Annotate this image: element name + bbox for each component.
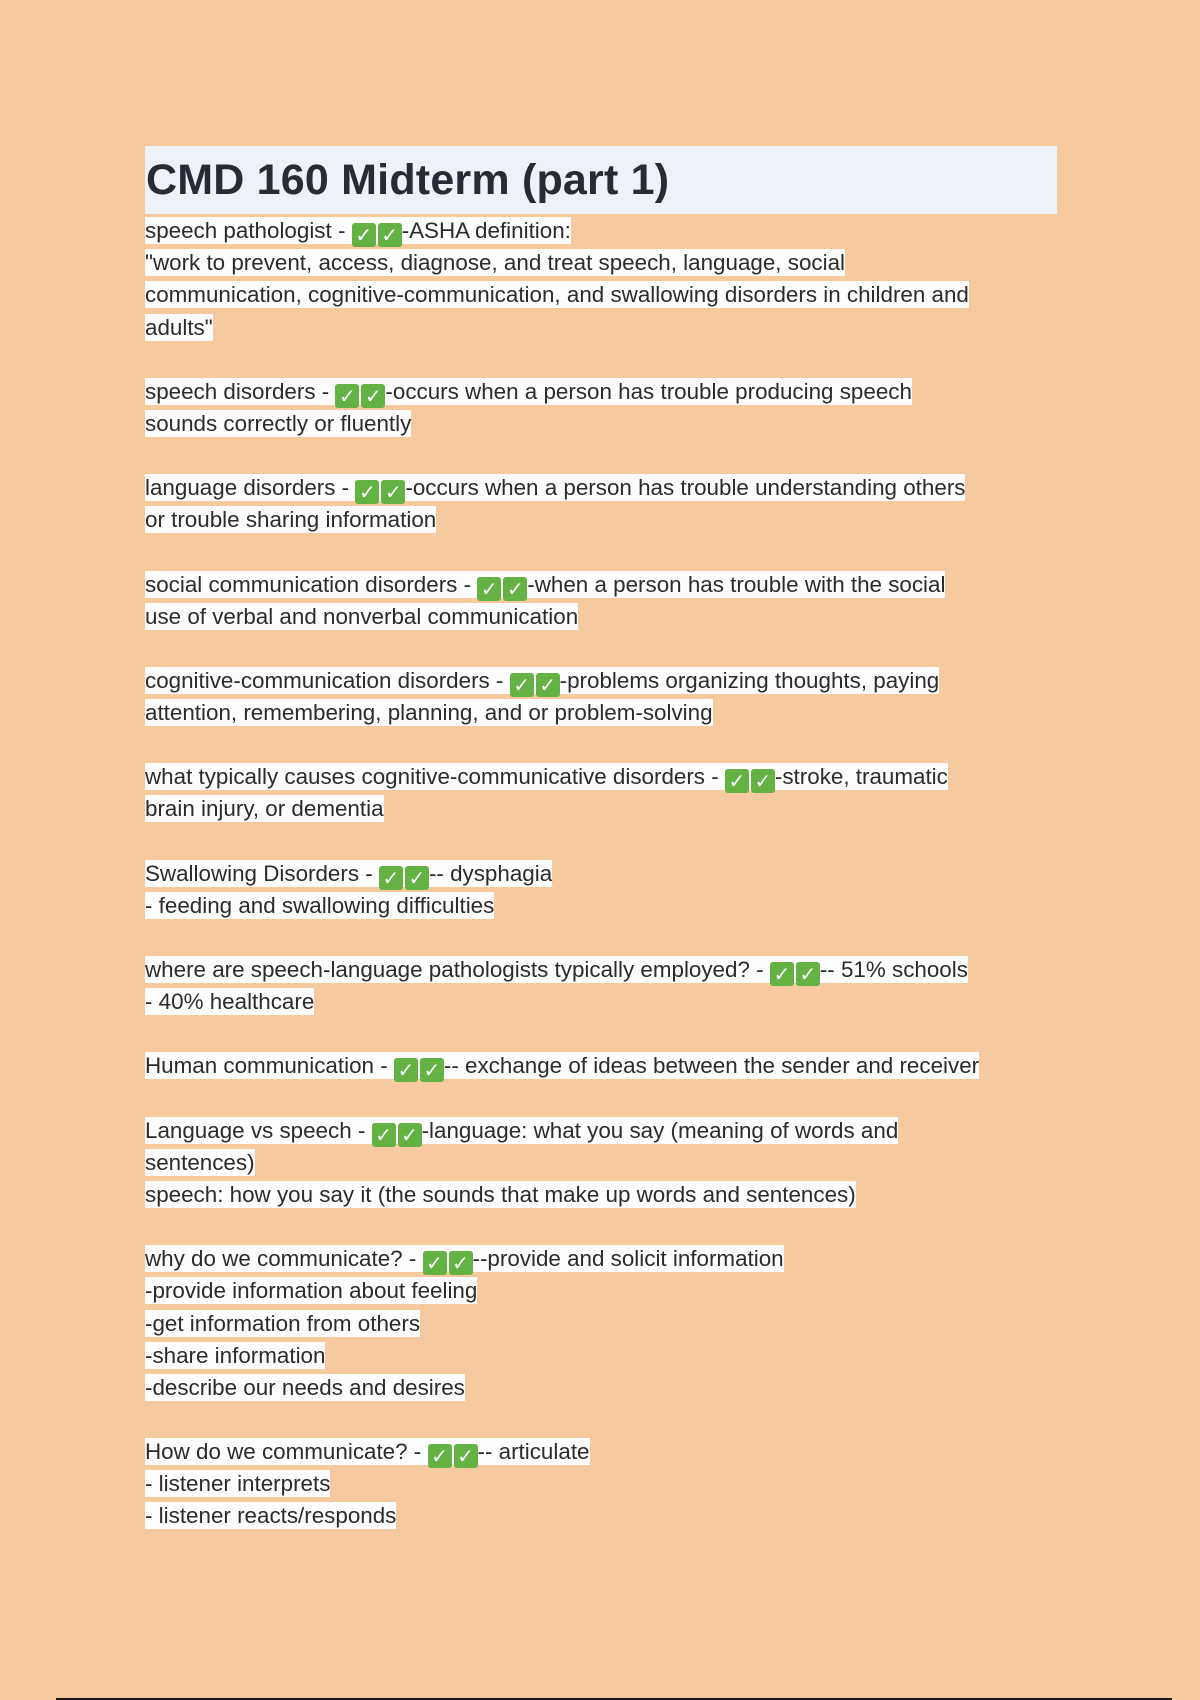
- flashcard-entry: [145, 665, 1057, 729]
- flashcard-entry: [145, 954, 1057, 1018]
- check-mark-icon: ✓: [405, 866, 429, 890]
- entry-line: [145, 986, 1057, 1018]
- title-bar: [145, 146, 1057, 214]
- entry-line: [145, 601, 1057, 633]
- entry-definition-line: sounds correctly or fluently: [145, 410, 412, 436]
- entry-line: [145, 215, 1057, 247]
- entry-line: [145, 858, 1057, 890]
- flashcard-entry: [145, 569, 1057, 633]
- entry-line: [145, 1468, 1057, 1500]
- entry-line: [145, 665, 1057, 697]
- flashcard-entry: [145, 376, 1057, 440]
- entry-first-line: [145, 763, 948, 794]
- check-mark-icon: ✓: [428, 1444, 452, 1468]
- flashcard-entry: [145, 215, 1057, 344]
- entry-line: [145, 761, 1057, 793]
- check-mark-icon: ✓: [454, 1444, 478, 1468]
- entry-line: [145, 1050, 1057, 1082]
- document-page: [145, 146, 1057, 1565]
- entry-definition: -- articulate: [477, 1439, 590, 1465]
- entry-definition: -- exchange of ideas between the sender and receiver: [443, 1053, 980, 1079]
- entry-first-line: [145, 474, 966, 505]
- entry-first-line: [145, 956, 968, 986]
- entry-definition: -when a person has trouble with the social: [527, 571, 946, 597]
- entry-line: [145, 954, 1057, 986]
- entry-line: [145, 890, 1057, 922]
- entry-term: Language vs speech -: [145, 1117, 372, 1143]
- entry-definition-line: speech: how you say it (the sounds that make up words and sentences): [145, 1181, 856, 1207]
- entry-line: [145, 1372, 1057, 1404]
- flashcard-list: [145, 215, 1057, 1533]
- entry-definition: -occurs when a person has trouble producing speech: [385, 378, 912, 404]
- check-mark-icon: ✓: [352, 223, 376, 247]
- check-mark-icon: ✓: [796, 962, 820, 986]
- entry-line: [145, 1147, 1057, 1179]
- entry-first-line: [145, 378, 912, 408]
- entry-line: [145, 1308, 1057, 1340]
- entry-definition-line: -share information: [145, 1342, 326, 1368]
- entry-line: [145, 1500, 1057, 1532]
- entry-term: speech pathologist -: [145, 218, 352, 243]
- entry-line: [145, 472, 1057, 504]
- check-mark-icon: ✓: [536, 673, 560, 697]
- entry-definition-line: or trouble sharing information: [145, 507, 437, 533]
- check-mark-icon: ✓: [381, 480, 405, 504]
- check-mark-icon: ✓: [503, 577, 527, 601]
- entry-term: Swallowing Disorders -: [145, 860, 379, 886]
- entry-term: speech disorders -: [145, 378, 336, 404]
- check-mark-icon: ✓: [423, 1251, 447, 1275]
- entry-definition-line: adults": [145, 314, 213, 340]
- entry-first-line: [145, 860, 553, 890]
- entry-line: [145, 312, 1057, 344]
- entry-definition-line: communication, cognitive-communication, and swallowing disorders in children and: [145, 282, 969, 308]
- entry-definition-line: attention, remembering, planning, and or problem-solving: [145, 700, 713, 726]
- entry-definition: -occurs when a person has trouble understanding others: [405, 475, 966, 501]
- entry-definition-line: - listener interprets: [145, 1471, 331, 1497]
- entry-first-line: [145, 667, 940, 697]
- entry-definition-line: use of verbal and nonverbal communication: [145, 603, 579, 629]
- check-mark-icon: ✓: [378, 223, 402, 247]
- entry-first-line: [145, 571, 946, 601]
- entry-first-line: [145, 217, 571, 247]
- check-mark-icon: ✓: [477, 577, 501, 601]
- entry-definition-line: brain injury, or dementia: [145, 796, 384, 822]
- check-mark-icon: ✓: [770, 962, 794, 986]
- entry-definition-line: "work to prevent, access, diagnose, and treat speech, language, social: [145, 250, 845, 276]
- check-mark-icon: ✓: [449, 1251, 473, 1275]
- entry-definition-line: - listener reacts/responds: [145, 1503, 397, 1529]
- check-mark-icon: ✓: [751, 769, 775, 793]
- check-mark-icon: ✓: [361, 384, 385, 408]
- entry-term: language disorders -: [145, 475, 356, 501]
- flashcard-entry: [145, 472, 1057, 536]
- entry-line: [145, 1436, 1057, 1468]
- entry-term: social communication disorders -: [145, 571, 478, 597]
- entry-definition-line: sentences): [145, 1149, 255, 1175]
- entry-definition-line: -describe our needs and desires: [145, 1374, 465, 1400]
- entry-line: [145, 408, 1057, 440]
- check-mark-icon: ✓: [372, 1123, 396, 1147]
- entry-line: [145, 279, 1057, 311]
- entry-line: [145, 793, 1057, 825]
- entry-line: [145, 697, 1057, 729]
- check-mark-icon: ✓: [725, 769, 749, 793]
- entry-term: what typically causes cognitive-communicative disorders -: [145, 764, 725, 790]
- flashcard-entry: [145, 761, 1057, 825]
- check-mark-icon: ✓: [335, 384, 359, 408]
- entry-definition-line: -provide information about feeling: [145, 1278, 478, 1304]
- entry-definition: -- dysphagia: [428, 860, 553, 886]
- entry-first-line: [145, 1438, 590, 1469]
- check-mark-icon: ✓: [420, 1058, 444, 1082]
- flashcard-entry: [145, 1050, 1057, 1082]
- entry-definition: -ASHA definition:: [401, 218, 571, 243]
- flashcard-entry: [145, 1436, 1057, 1533]
- entry-line: [145, 1275, 1057, 1307]
- entry-definition: -language: what you say (meaning of words and: [421, 1117, 899, 1143]
- document-title: CMD 160 Midterm (part 1): [146, 155, 670, 204]
- entry-definition: --provide and solicit information: [472, 1246, 784, 1272]
- entry-first-line: [145, 1245, 784, 1276]
- entry-first-line: [145, 1117, 899, 1147]
- check-mark-icon: ✓: [355, 480, 379, 504]
- entry-term: where are speech-language pathologists typically employed? -: [145, 957, 770, 982]
- entry-term: Human communication -: [145, 1053, 394, 1079]
- check-mark-icon: ✓: [379, 866, 403, 890]
- flashcard-entry: [145, 1115, 1057, 1212]
- entry-line: [145, 247, 1057, 279]
- entry-definition: -- 51% schools: [819, 957, 968, 982]
- entry-definition-line: - 40% healthcare: [145, 989, 315, 1015]
- entry-term: How do we communicate? -: [145, 1439, 428, 1465]
- entry-line: [145, 569, 1057, 601]
- entry-definition-line: - feeding and swallowing difficulties: [145, 892, 495, 918]
- entry-line: [145, 1340, 1057, 1372]
- flashcard-entry: [145, 1243, 1057, 1404]
- entry-definition: -stroke, traumatic: [774, 764, 948, 790]
- entry-term: cognitive-communication disorders -: [145, 667, 510, 693]
- entry-line: [145, 376, 1057, 408]
- check-mark-icon: ✓: [398, 1123, 422, 1147]
- entry-definition-line: -get information from others: [145, 1310, 421, 1336]
- flashcard-entry: [145, 858, 1057, 922]
- entry-definition: -problems organizing thoughts, paying: [559, 667, 940, 693]
- entry-line: [145, 504, 1057, 536]
- entry-line: [145, 1179, 1057, 1211]
- check-mark-icon: ✓: [394, 1058, 418, 1082]
- entry-term: why do we communicate? -: [145, 1246, 423, 1272]
- entry-line: [145, 1243, 1057, 1275]
- check-mark-icon: ✓: [510, 673, 534, 697]
- entry-line: [145, 1115, 1057, 1147]
- entry-first-line: [145, 1052, 980, 1083]
